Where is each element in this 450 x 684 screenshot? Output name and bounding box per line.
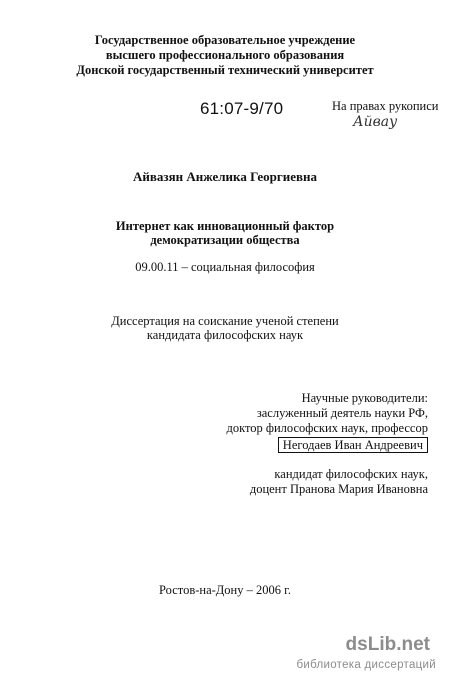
specialty: 09.00.11 – социальная философия	[135, 260, 315, 274]
degree-line-1: Диссертация на соискание ученой степени	[111, 314, 339, 328]
supervisor-1-title-1: заслуженный деятель науки РФ,	[256, 406, 428, 420]
supervisors-block	[226, 391, 428, 497]
supervisor-2-name: доцент Пранова Мария Ивановна	[249, 482, 428, 496]
supervisor-1-title-2: доктор философских наук, профессор	[226, 421, 428, 435]
institution-line-3: Донской государственный технический университет	[76, 63, 374, 77]
author-signature: Айвау	[353, 114, 398, 130]
watermark-logo	[346, 634, 430, 656]
degree-line-2: кандидата философских наук	[146, 328, 304, 342]
watermark-logo-main: dsLib	[345, 634, 397, 655]
supervisor-1-name: Негодаев Иван Андреевич	[278, 437, 428, 453]
manuscript-rights-label: На правах рукописи	[332, 99, 439, 113]
watermark-subtitle: библиотека диссертаций	[296, 659, 436, 671]
author-name: Айвазян Анжелика Георгиевна	[132, 169, 318, 184]
supervisors-heading: Научные руководители:	[301, 391, 428, 405]
place-year: Ростов-на-Дону – 2006 г.	[159, 583, 291, 597]
institution-line-2: высшего профессионального образования	[105, 48, 345, 62]
watermark-logo-suffix: .net	[396, 634, 430, 655]
archive-code: 61:07-9/70	[200, 99, 284, 118]
title-line-2: демократизации общества	[150, 233, 300, 247]
supervisor-2-title: кандидат философских наук,	[274, 467, 428, 481]
title-line-1: Интернет как инновационный фактор	[115, 219, 335, 233]
institution-line-1: Государственное образовательное учреждение	[94, 33, 356, 47]
